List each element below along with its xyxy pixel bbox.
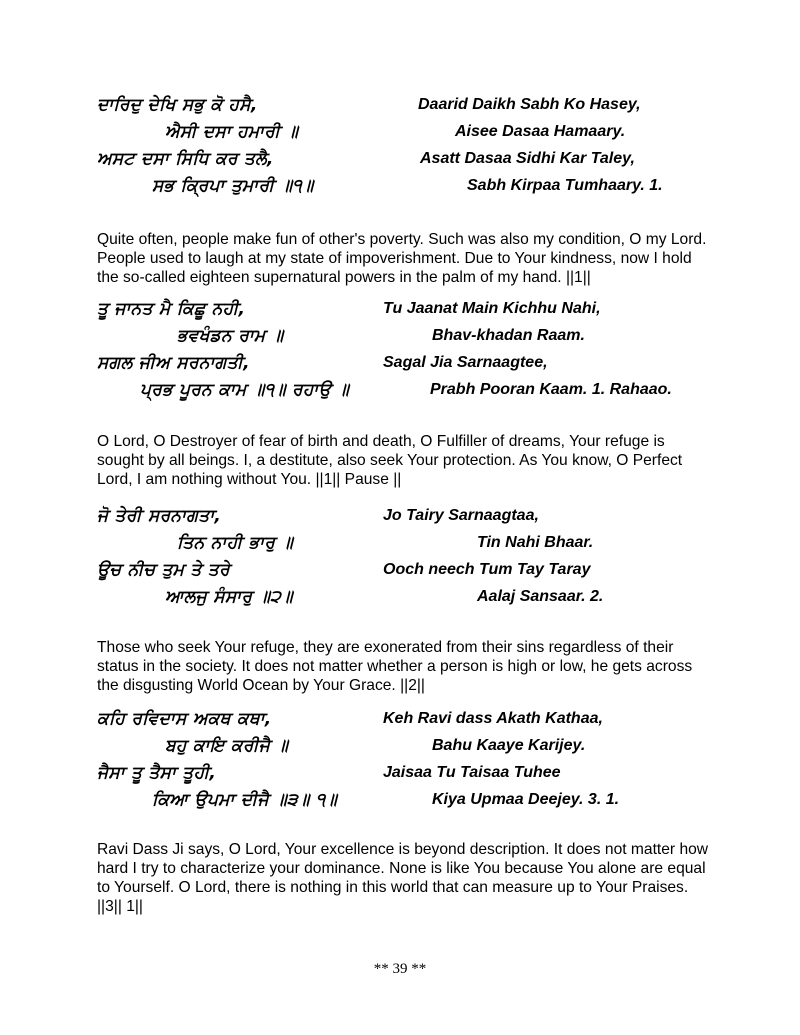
gurmukhi-line: ਕਿਆ ਉਪਮਾ ਦੀਜੈ ॥੩॥ ੧॥ bbox=[152, 790, 337, 810]
transliteration-line: Prabh Pooran Kaam. 1. Rahaao. bbox=[430, 381, 672, 398]
translation-paragraph: Ravi Dass Ji says, O Lord, Your excellence is beyond description. It does not matter how hard I try to characterize your dominance. None is like You because You alone are equal to Yourself. O Lord, there is nothing in this world that can measure up to Your Praises. ||3|| 1|| bbox=[97, 841, 709, 915]
transliteration-line: Tu Jaanat Main Kichhu Nahi, bbox=[383, 300, 601, 317]
gurmukhi-line: ਤੂ ਜਾਨਤ ਮੈ ਕਿਛੂ ਨਹੀ, bbox=[97, 299, 246, 319]
transliteration-line: Asatt Dasaa Sidhi Kar Taley, bbox=[420, 150, 635, 167]
transliteration-line: Daarid Daikh Sabh Ko Hasey, bbox=[418, 96, 641, 113]
transliteration-line: Jaisaa Tu Taisaa Tuhee bbox=[383, 764, 561, 781]
gurmukhi-line: ਪ੍ਰਭ ਪੂਰਨ ਕਾਮ ॥੧॥ ਰਹਾਉ ॥ bbox=[140, 380, 350, 400]
transliteration-line: Keh Ravi dass Akath Kathaa, bbox=[383, 710, 603, 727]
translation-paragraph: Quite often, people make fun of other's poverty. Such was also my condition, O my Lord. People used to laugh at my state of impoverishment. Due to Your kindness, now I hold the so-called eighteen supernatural powers in the palm of my hand. ||1|| bbox=[97, 231, 707, 286]
gurmukhi-line: ਜੈਸਾ ਤੂ ਤੈਸਾ ਤੂਹੀ, bbox=[97, 763, 217, 783]
transliteration-line: Aalaj Sansaar. 2. bbox=[477, 588, 604, 605]
transliteration-line: Kiya Upmaa Deejey. 3. 1. bbox=[432, 791, 620, 808]
gurmukhi-line: ਐਸੀ ਦਸਾ ਹਮਾਰੀ ॥ bbox=[165, 122, 299, 142]
gurmukhi-line: ਦਾਰਿਦੁ ਦੇਖਿ ਸਭੁ ਕੋ ਹਸੈ, bbox=[97, 95, 258, 115]
translation-paragraph: O Lord, O Destroyer of fear of birth and death, O Fulfiller of dreams, Your refuge is sought by all beings. I, a destitute, also seek Your protection. As You know, O Perfect Lord, I am nothing without You. ||1|| Pause || bbox=[97, 433, 683, 488]
transliteration-line: Sagal Jia Sarnaagtee, bbox=[383, 354, 548, 371]
page-number: ** 39 ** bbox=[373, 961, 427, 977]
transliteration-line: Jo Tairy Sarnaagtaa, bbox=[383, 507, 539, 524]
gurmukhi-line: ਕਹਿ ਰਵਿਦਾਸ ਅਕਥ ਕਥਾ, bbox=[97, 709, 272, 729]
transliteration-line: Sabh Kirpaa Tumhaary. 1. bbox=[467, 177, 663, 194]
gurmukhi-line: ਤਿਨ ਨਾਹੀ ਭਾਰੁ ॥ bbox=[177, 533, 294, 553]
translation-paragraph: Those who seek Your refuge, they are exonerated from their sins regardless of their status in the society. It does not matter whether a person is high or low, he gets across the disgusting World Ocean by Your Grace. ||2|| bbox=[97, 639, 693, 694]
transliteration-line: Aisee Dasaa Hamaary. bbox=[455, 123, 626, 140]
gurmukhi-line: ਜੋ ਤੇਰੀ ਸਰਨਾਗਤਾ, bbox=[97, 506, 222, 526]
transliteration-line: Tin Nahi Bhaar. bbox=[477, 534, 594, 551]
gurmukhi-line: ਸਗਲ ਜੀਅ ਸਰਨਾਗਤੀ, bbox=[97, 353, 250, 373]
gurmukhi-line: ਊਚ ਨੀਚ ਤੁਮ ਤੇ ਤਰੇ bbox=[97, 560, 230, 580]
transliteration-line: Bahu Kaaye Karijey. bbox=[432, 737, 586, 754]
transliteration-line: Ooch neech Tum Tay Taray bbox=[383, 561, 591, 578]
gurmukhi-line: ਬਹੁ ਕਾਇ ਕਰੀਜੈ ॥ bbox=[165, 736, 289, 756]
gurmukhi-line: ਅਸਟ ਦਸਾ ਸਿਧਿ ਕਰ ਤਲੈ, bbox=[97, 149, 274, 169]
gurmukhi-line: ਆਲਜੁ ਸੰਸਾਰੁ ॥੨॥ bbox=[165, 587, 293, 607]
transliteration-line: Bhav-khadan Raam. bbox=[432, 327, 585, 344]
gurmukhi-line: ਸਭ ਕ੍ਰਿਪਾ ਤੁਮਾਰੀ ॥੧॥ bbox=[152, 176, 314, 196]
gurmukhi-line: ਭਵਖੰਡਨ ਰਾਮ ॥ bbox=[177, 326, 284, 346]
